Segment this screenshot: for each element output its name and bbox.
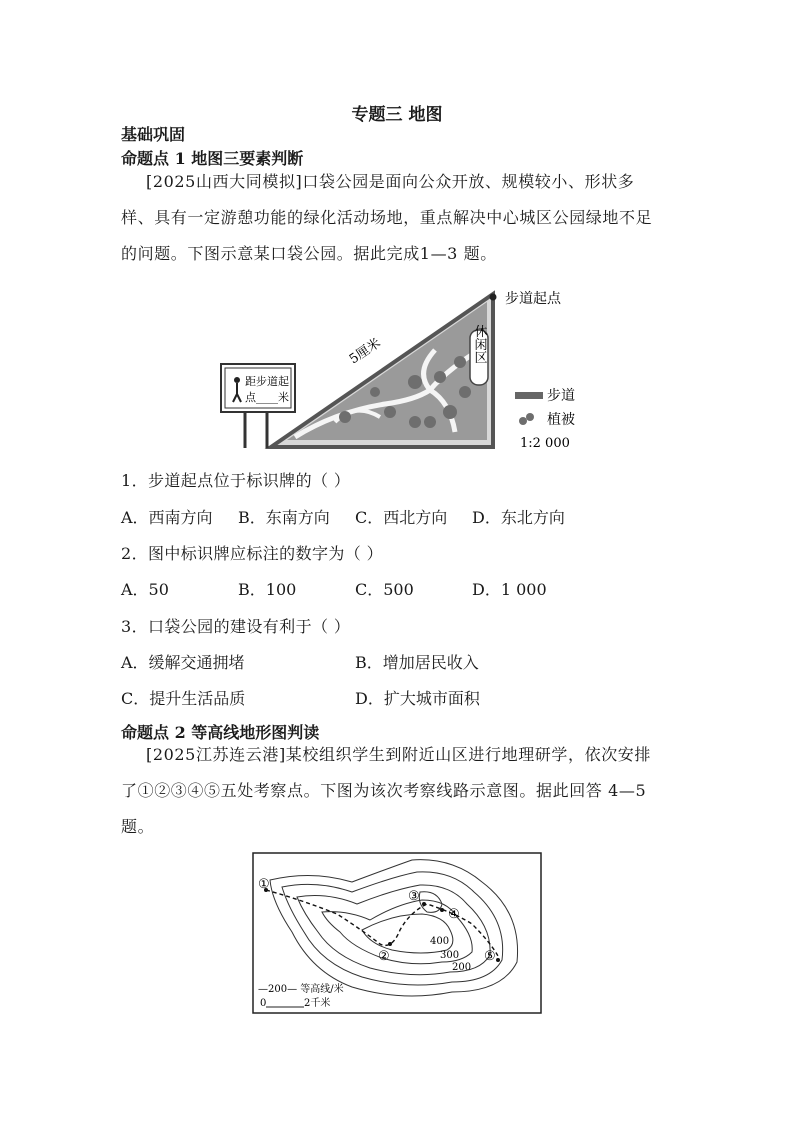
walker-icon [234,377,240,383]
point-1: ① [258,877,270,892]
scale-start: 0 [260,998,267,1009]
q2-option-a[interactable]: A．50 [121,580,169,599]
legend-path-swatch [515,392,543,399]
q2-option-b[interactable]: B．100 [238,580,297,599]
topic1-intro: [2025山西大同模拟]口袋公园是面向公众开放、规模较小、形状多样、具有一定游憩功能的绿化活动场地，重点解决中心城区公园绿地不足的问题。下图示意某口袋公园。据此完成1—3 题。 [121,172,653,263]
start-point-marker [490,294,497,301]
point-2: ② [378,949,390,964]
q1-option-b[interactable]: B．东南方向 [238,508,330,527]
start-point-label: 步道起点 [505,291,561,307]
pocket-park-figure [215,282,585,452]
scale-end: 2千米 [304,998,331,1009]
section-heading: 基础巩固 [121,125,186,144]
legend-veg-icon [519,417,527,425]
contour-label-400: 400 [430,936,450,947]
point-5: ⑤ [484,949,496,964]
topic2-intro: [2025江苏连云港]某校组织学生到附近山区进行地理研学，依次安排了①②③④⑤五处考察点。下图为该次考察线路示意图。据此回答 4—5 题。 [121,745,652,836]
length-label: 5厘米 [346,335,384,368]
rest-area-label: 休闲区 [471,324,487,364]
q1-option-d[interactable]: D．东北方向 [472,508,565,527]
sign-text-1: 距步道起 [245,375,289,388]
sign-board [221,364,295,412]
q3-option-c[interactable]: C．提升生活品质 [121,689,246,708]
q1-option-c[interactable]: C．西北方向 [355,508,448,527]
q3-option-b[interactable]: B．增加居民收入 [355,653,479,672]
topic2-heading: 命题点 2 等高线地形图判读 [121,723,320,742]
q3-option-d[interactable]: D．扩大城市面积 [355,689,480,708]
scale-label: 1:2 000 [520,436,570,451]
contour-label-300: 300 [440,950,460,961]
question-2: 2．图中标识牌应标注的数字为（ ） [121,544,384,563]
page-title: 专题三 地图 [351,105,443,125]
contour-label-200: 200 [452,962,472,973]
question-1: 1．步道起点位于标识牌的（ ） [121,471,351,490]
q2-option-c[interactable]: C．500 [355,580,414,599]
q3-option-a[interactable]: A．缓解交通拥堵 [121,653,245,672]
contour-map-figure [252,852,542,1014]
legend-veg-label: 植被 [547,412,575,428]
contour-legend: —200— 等高线/米 [258,984,344,995]
q2-option-d[interactable]: D．1 000 [472,580,547,599]
point-4: ④ [448,907,460,922]
legend-path-label: 步道 [547,388,575,404]
q1-option-a[interactable]: A．西南方向 [121,508,213,527]
point-3: ③ [408,889,420,904]
topic1-heading: 命题点 1 地图三要素判断 [121,149,304,168]
question-3: 3．口袋公园的建设有利于（ ） [121,617,351,636]
sign-text-2: 点____米 [245,391,289,404]
